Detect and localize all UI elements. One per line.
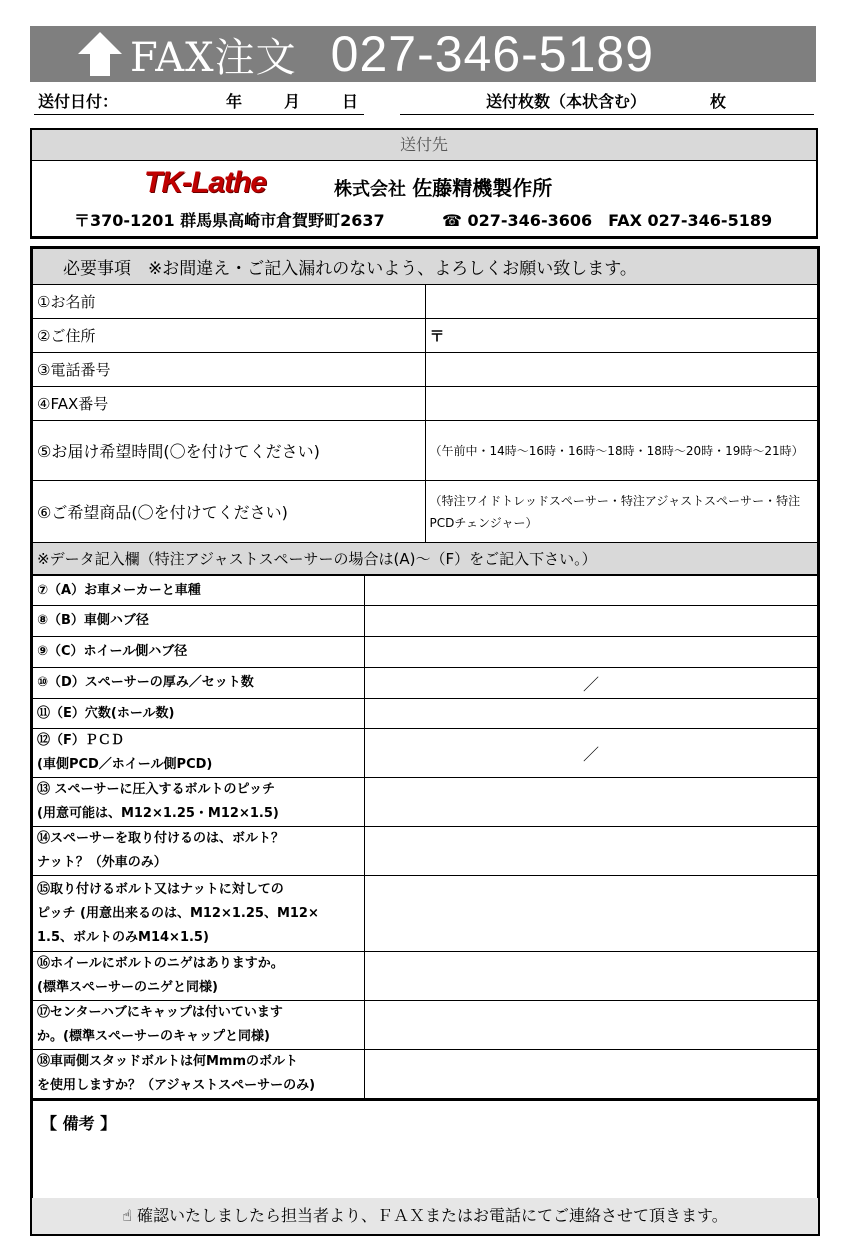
- stud-bolt-label: ⑱車両側スタッドボルトは何Mmmのボルト を使用しますか？（アジャストスペーサーのみ): [33, 1050, 365, 1099]
- press-bolt-pitch-label: ⑬ スペーサーに圧入するボルトのピッチ (用意可能は、M12×1.25・M12×1.5): [33, 778, 365, 827]
- data-entry-table: [32, 575, 818, 1099]
- name-input[interactable]: [425, 285, 818, 319]
- mount-pitch-label: ⑮取り付けるボルト又はナットに対しての ピッチ (用意出来るのは、M12×1.25、M12× 1.5、ボルトのみM14×1.5): [33, 876, 365, 952]
- wheel-hub-input[interactable]: [365, 637, 818, 668]
- order-form: [30, 246, 820, 1236]
- required-header: 必要事項 ※お間違え・ご記入漏れのないよう、よろしくお願い致します。: [33, 249, 818, 285]
- banner-title: FAX注文: [130, 34, 297, 81]
- product-options[interactable]: （特注ワイドトレッドスペーサー・特注アジャストスペーサー・特注PCDチェンジャー）: [425, 481, 818, 543]
- company-address: 〒370-1201 群馬県高崎市倉賀野町2637: [74, 211, 385, 230]
- phone-input[interactable]: [425, 353, 818, 387]
- pointing-hand-icon: ☝: [122, 1206, 132, 1225]
- product-label: ⑥ご希望商品(〇を付けてください): [33, 481, 426, 543]
- holes-input[interactable]: [365, 699, 818, 729]
- send-info-line: [30, 90, 816, 116]
- stud-bolt-input[interactable]: [365, 1050, 818, 1099]
- thickness-label: ⑩（D）スペーサーの厚み／セット数: [33, 668, 365, 699]
- address-input[interactable]: 〒: [425, 319, 818, 353]
- required-fields-table: [32, 248, 818, 575]
- company-main-name: 佐藤精機製作所: [412, 176, 553, 200]
- destination-box: [30, 128, 818, 239]
- bolt-or-nut-input[interactable]: [365, 827, 818, 876]
- thickness-input[interactable]: ／: [365, 668, 818, 699]
- fax-input[interactable]: [425, 387, 818, 421]
- phone-label: ③電話番号: [33, 353, 426, 387]
- hub-cap-label: ⑰センターハブにキャップは付いています か。(標準スペーサーのキャップと同様): [33, 1001, 365, 1050]
- bolt-or-nut-label: ⑭スペーサーを取り付けるのは、ボルト？ ナット？（外車のみ）: [33, 827, 365, 876]
- bolt-relief-input[interactable]: [365, 952, 818, 1001]
- car-model-input[interactable]: [365, 576, 818, 606]
- footer-note: [32, 1198, 818, 1234]
- wheel-hub-label: ⑨（C）ホイール側ハブ径: [33, 637, 365, 668]
- day-label: 日: [342, 92, 359, 111]
- car-hub-label: ⑧（B）車側ハブ径: [33, 606, 365, 637]
- remarks-label: 【 備考 】: [41, 1114, 117, 1133]
- hub-cap-input[interactable]: [365, 1001, 818, 1050]
- fax-label: ④FAX番号: [33, 387, 426, 421]
- company-logo: TK-Lathe: [144, 166, 266, 199]
- company-contact: ☎ 027-346-3606 FAX 027-346-5189: [442, 211, 773, 230]
- remarks-field[interactable]: [32, 1099, 818, 1200]
- name-label: ①お名前: [33, 285, 426, 319]
- holes-label: ⑪（E）穴数(ホール数): [33, 699, 365, 729]
- page-count-label: 送付枚数（本状含む）: [486, 92, 647, 111]
- mount-pitch-input[interactable]: [365, 876, 818, 952]
- car-hub-input[interactable]: [365, 606, 818, 637]
- destination-header: 送付先: [32, 130, 816, 161]
- fax-order-banner: [30, 26, 816, 82]
- month-label: 月: [284, 92, 301, 111]
- car-model-label: ⑦（A）お車メーカーと車種: [33, 576, 365, 606]
- send-date-field[interactable]: [34, 90, 364, 115]
- delivery-time-label: ⑤お届け希望時間(〇を付けてください): [33, 421, 426, 481]
- year-label: 年: [226, 92, 243, 111]
- press-bolt-pitch-input[interactable]: [365, 778, 818, 827]
- page-count-field[interactable]: [400, 90, 814, 115]
- delivery-time-options[interactable]: （午前中・14時〜16時・16時〜18時・18時〜20時・19時〜21時）: [425, 421, 818, 481]
- data-entry-header: ※データ記入欄（特注アジャストスペーサーの場合は(A)〜（F）をご記入下さい。）: [33, 543, 818, 575]
- send-date-label: 送付日付：: [38, 92, 119, 111]
- page-count-unit: 枚: [710, 92, 727, 111]
- pcd-label: ⑫（F）ＰＣＤ (車側PCD／ホイール側PCD): [33, 729, 365, 778]
- up-arrow-icon: [74, 28, 126, 80]
- banner-fax-number: 027-346-5189: [330, 26, 655, 82]
- pcd-input[interactable]: ／: [365, 729, 818, 778]
- company-name: [334, 172, 552, 201]
- footer-text: 確認いたしましたら担当者より、ＦＡＸまたはお電話にてご連絡させて頂きます。: [137, 1206, 728, 1225]
- bolt-relief-label: ⑯ホイールにボルトのニゲはありますか。 (標準スペーサーのニゲと同様): [33, 952, 365, 1001]
- company-prefix: 株式会社: [334, 179, 406, 200]
- address-label: ②ご住所: [33, 319, 426, 353]
